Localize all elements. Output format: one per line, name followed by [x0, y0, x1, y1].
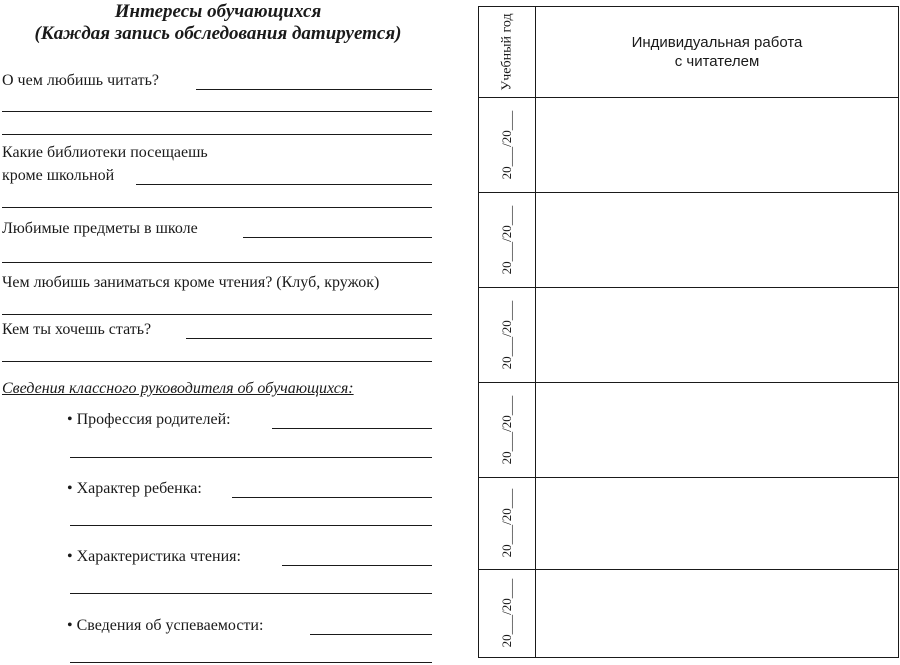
answer-line[interactable]: [243, 237, 432, 238]
answer-line[interactable]: [282, 565, 432, 566]
answer-line[interactable]: [70, 593, 432, 594]
form-title: Интересы обучающихся: [114, 1, 322, 22]
item-child-character: • Характер ребенка:: [67, 480, 202, 497]
item-parents-profession: • Профессия родителей:: [67, 411, 231, 428]
teacher-info-heading: Сведения классного руководителя об обучающихся:: [2, 380, 354, 397]
answer-line[interactable]: [70, 662, 432, 663]
row-divider: [479, 477, 898, 478]
column-header-work: [536, 33, 898, 71]
year-cell[interactable]: [479, 192, 535, 287]
year-cell[interactable]: [479, 97, 535, 192]
year-cell-label: 20___/20___: [499, 488, 514, 558]
answer-line[interactable]: [2, 262, 432, 263]
column-header-work-line1: Индивидуальная работа: [631, 34, 803, 51]
answer-line[interactable]: [2, 314, 432, 315]
row-divider: [479, 97, 898, 98]
answer-line[interactable]: [2, 207, 432, 208]
item-academic-progress: • Сведения об успеваемости:: [67, 617, 264, 634]
year-cell-label: 20___/20___: [499, 110, 514, 179]
row-divider: [479, 287, 898, 288]
answer-line[interactable]: [272, 428, 432, 429]
answer-line[interactable]: [70, 525, 432, 526]
column-header-work-line2: с читателем: [674, 53, 760, 70]
answer-line[interactable]: [70, 457, 432, 458]
row-divider: [479, 192, 898, 193]
question-hobbies: Чем любишь заниматься кроме чтения? (Клуб, кружок): [2, 274, 380, 291]
year-cell-label: 20___/20___: [499, 205, 514, 274]
answer-line[interactable]: [2, 134, 432, 135]
year-cell[interactable]: [479, 477, 535, 569]
question-subjects: Любимые предметы в школе: [2, 220, 198, 237]
item-reading-characteristics: • Характеристика чтения:: [67, 548, 241, 565]
question-read: О чем любишь читать?: [2, 72, 159, 89]
row-divider: [479, 569, 898, 570]
year-cell-label: 20___/20___: [499, 300, 514, 369]
answer-line[interactable]: [186, 338, 432, 339]
question-libraries-cont: кроме школьной: [2, 167, 115, 184]
answer-line[interactable]: [232, 497, 432, 498]
year-cell-label: 20___/20___: [499, 578, 514, 648]
column-divider: [535, 7, 536, 657]
question-career: Кем ты хочешь стать?: [2, 321, 152, 338]
answer-line[interactable]: [196, 89, 432, 90]
column-header-year-label: Учебный год: [499, 13, 515, 91]
year-cell[interactable]: [479, 569, 535, 657]
reader-work-table: [478, 6, 899, 658]
question-libraries: Какие библиотеки посещаешь: [2, 144, 208, 161]
form-subtitle: (Каждая запись обследования датируется): [34, 23, 402, 44]
year-cell-label: 20___/20___: [499, 395, 514, 464]
answer-line[interactable]: [310, 634, 432, 635]
year-cell[interactable]: [479, 382, 535, 477]
answer-line[interactable]: [2, 361, 432, 362]
answer-line[interactable]: [2, 111, 432, 112]
row-divider: [479, 382, 898, 383]
year-cell[interactable]: [479, 287, 535, 382]
column-header-year: [479, 7, 535, 97]
answer-line[interactable]: [136, 184, 432, 185]
